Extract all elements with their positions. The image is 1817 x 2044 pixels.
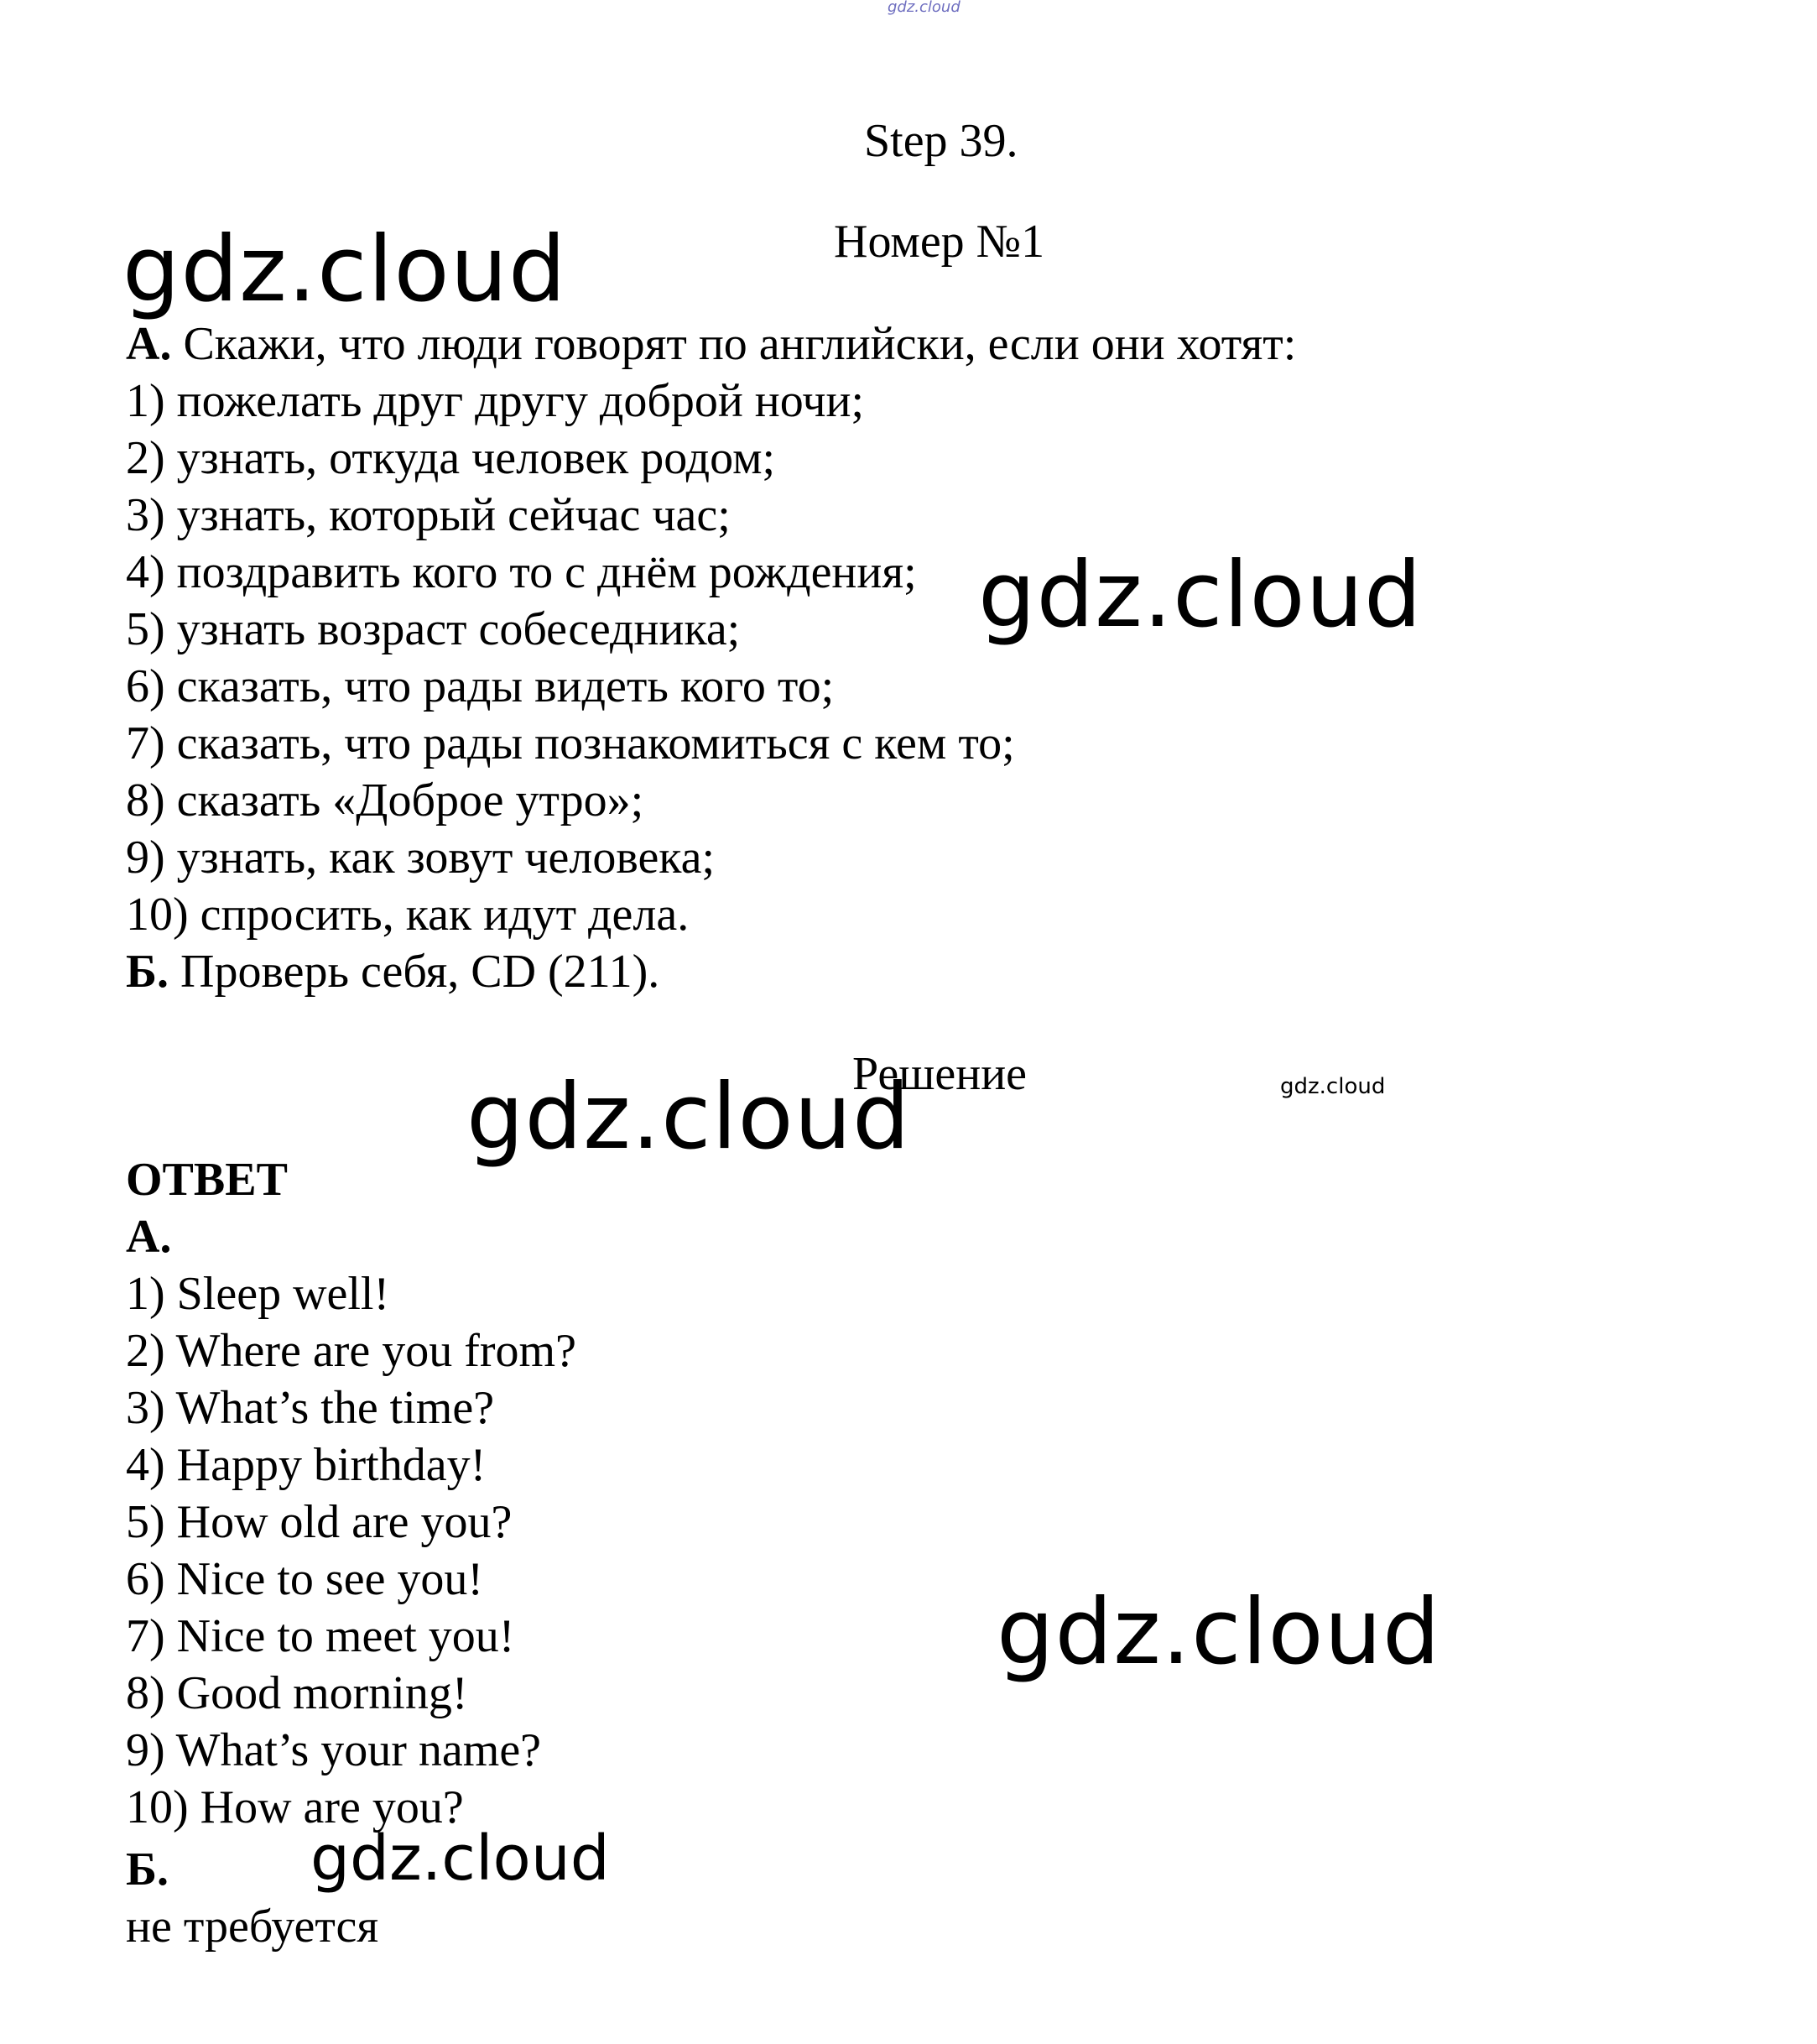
task-item: 6) сказать, что рады видеть кого то; [126,660,835,712]
answer-item: 3) What’s the time? [126,1382,495,1434]
task-a-text: Скажи, что люди говорят по английски, если они хотят: [171,318,1297,370]
answer-item: 8) Good morning! [126,1667,468,1719]
task-a-label: А. [126,318,172,370]
task-item: 2) узнать, откуда человек родом; [126,432,776,484]
answer-item: 10) How are you? [126,1781,464,1833]
answer-item: 1) Sleep well! [126,1268,390,1320]
task-item: 3) узнать, который сейчас час; [126,489,731,541]
watermark: gdz.cloud [997,1580,1441,1685]
task-item: 10) спросить, как идут дела. [126,889,690,941]
answer-item: 5) How old are you? [126,1496,513,1548]
answer-label: ОТВЕТ [126,1154,288,1206]
task-b-label: Б. [126,946,169,998]
task-item: 4) поздравить кого то с днём рождения; [126,546,917,598]
task-a-heading [126,318,1297,370]
watermark: gdz.cloud [310,1822,610,1895]
task-item: 1) пожелать друг другу доброй ночи; [126,375,865,427]
answer-item: 6) Nice to see you! [126,1553,484,1605]
watermark: gdz.cloud [466,1065,911,1170]
solution-heading: Решение [852,1048,1028,1100]
answer-item: 4) Happy birthday! [126,1439,487,1491]
task-b-text: Проверь себя, CD (211). [169,946,660,998]
answer-item: 9) What’s your name? [126,1724,542,1776]
answer-b-label: Б. [126,1843,169,1895]
watermark-small: gdz.cloud [1280,1074,1386,1099]
watermark: gdz.cloud [978,543,1423,648]
task-item: 7) сказать, что рады познакомиться с кем то; [126,717,1015,769]
task-b-heading [126,946,660,998]
answer-b-text: не требуется [126,1901,379,1953]
task-item: 8) сказать «Доброе утро»; [126,774,644,826]
task-item: 9) узнать, как зовут человека; [126,832,716,884]
answer-a-label: А. [126,1211,172,1263]
watermark-top: gdz.cloud [888,0,961,16]
answer-item: 2) Where are you from? [126,1325,576,1377]
step-title: Step 39. [864,115,1018,167]
exercise-number: Номер №1 [834,216,1045,268]
task-item: 5) узнать возраст собеседника; [126,603,741,655]
answer-item: 7) Nice to meet you! [126,1610,515,1662]
watermark: gdz.cloud [122,217,567,322]
